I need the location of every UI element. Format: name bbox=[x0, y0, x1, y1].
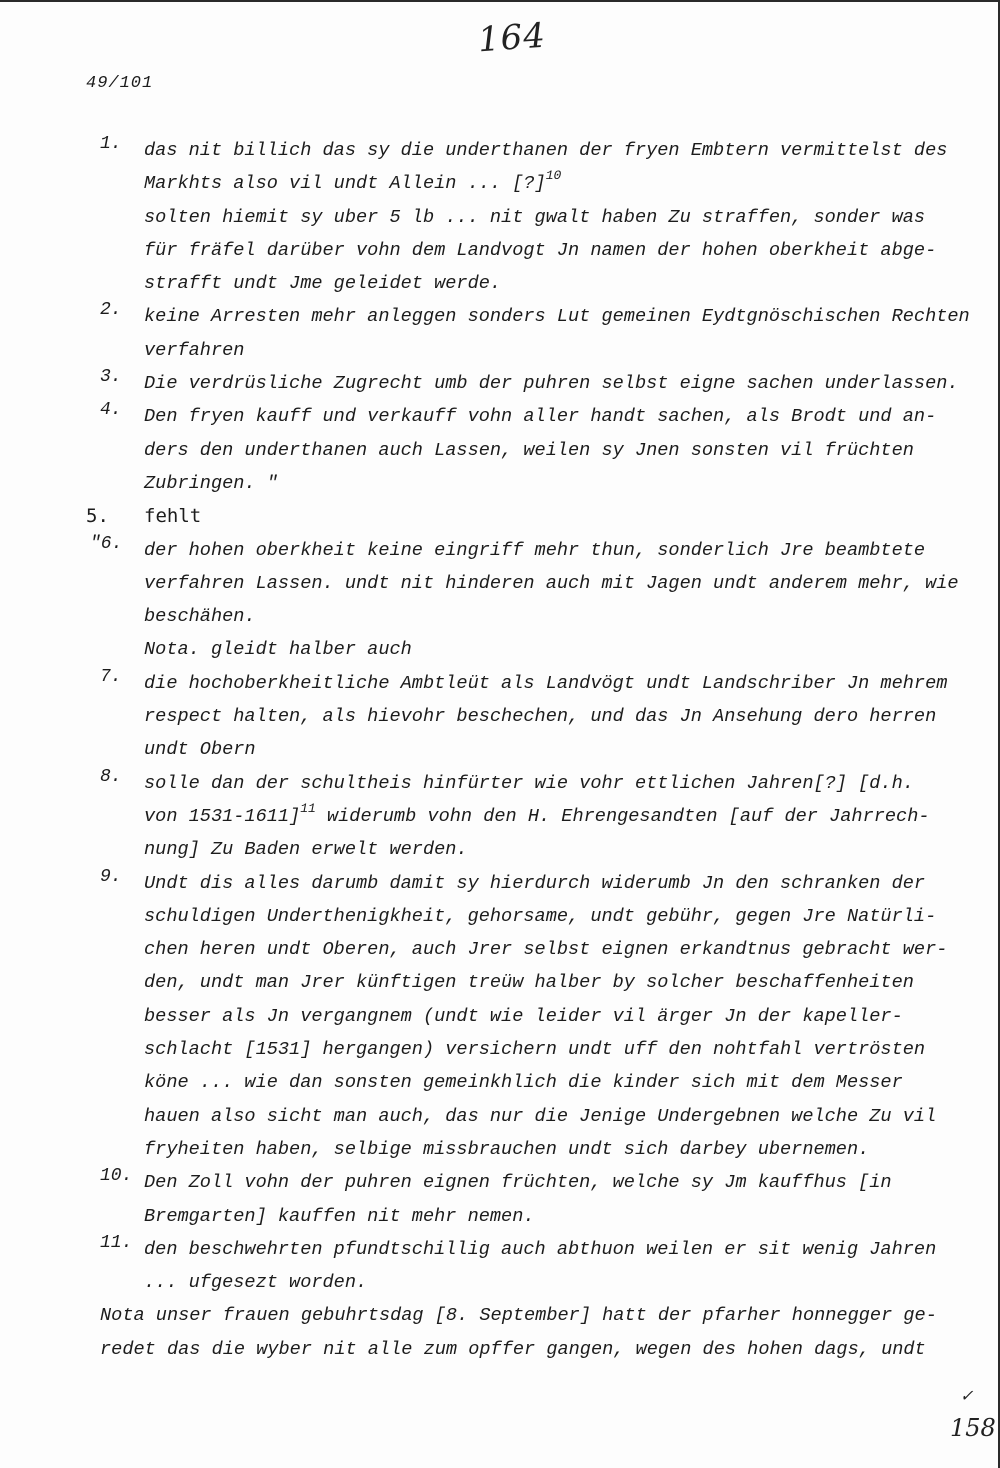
text-line: solle dan der schultheis hinfürter wie vohr ettlichen Jahren[?] [d.h. bbox=[144, 772, 914, 794]
text-line: undt Obern bbox=[144, 739, 256, 761]
text-line: hauen also sicht man auch, das nur die Jenige Undergebnen welche Zu vil bbox=[144, 1105, 937, 1127]
scan-edge-top bbox=[0, 0, 1000, 2]
item-number: 3. bbox=[100, 367, 122, 388]
text-line: ders den underthanen auch Lassen, weilen sy Jnen sonsten vil früchten bbox=[144, 439, 914, 461]
item-number: 2. bbox=[100, 300, 122, 321]
text-line: Zubringen. " bbox=[144, 472, 278, 494]
text-line: fehlt bbox=[144, 505, 202, 528]
list-item-3 bbox=[100, 367, 959, 400]
text-line: den, undt man Jrer künftigen treüw halber by solcher beschaffenheiten bbox=[144, 972, 914, 994]
text-line: strafft undt Jme geleidet werde. bbox=[144, 273, 502, 295]
list-item-8 bbox=[100, 767, 940, 867]
text-line: solten hiemit sy uber 5 lb ... nit gwalt haben Zu straffen, sonder was bbox=[144, 206, 926, 228]
text-line: für fräfel darüber vohn dem Landvogt Jn namen der hohen oberkheit abge- bbox=[144, 239, 937, 261]
text-line: redet das die wyber nit alle zum opffer gangen, wegen des hohen dags, undt bbox=[100, 1338, 926, 1360]
text-line: schuldigen Underthenigkheit, gehorsame, undt gebühr, gegen Jre Natürli- bbox=[144, 905, 937, 927]
text-line bbox=[144, 800, 940, 833]
list-item-4 bbox=[100, 400, 940, 500]
text-line: ... ufgesezt worden. bbox=[144, 1272, 368, 1294]
text-line: das nit billich das sy die underthanen der fryen Embtern vermittelst des bbox=[144, 140, 948, 161]
item-number: 9. bbox=[100, 866, 122, 887]
closing-paragraph bbox=[100, 1299, 940, 1366]
text-segment: widerumb vohn den H. Ehrengesandten [auf der Jahrrech- bbox=[315, 805, 930, 827]
handwritten-page-number: 164 bbox=[476, 15, 548, 61]
text-segment: Markhts also vil undt Allein ... [?] bbox=[144, 173, 546, 195]
handwritten-old-page-number: 158 bbox=[950, 1414, 996, 1442]
item-number: 4. bbox=[100, 400, 122, 421]
item-number: 10. bbox=[100, 1166, 133, 1187]
text-line: den beschwehrten pfundtschillig auch abthuon weilen er sit wenig Jahren bbox=[144, 1238, 937, 1260]
list-item-7 bbox=[100, 666, 948, 767]
list-item-11 bbox=[100, 1233, 940, 1300]
list-item-5 bbox=[86, 500, 940, 533]
item-number: "6. bbox=[90, 533, 123, 554]
text-line: verfahren Lassen. undt nit hinderen auch mit Jagen undt anderem mehr, wie bbox=[144, 572, 959, 594]
text-line: köne ... wie dan sonsten gemeinkhlich die kinder sich mit dem Messer bbox=[144, 1072, 903, 1094]
text-line: schlacht [1531] hergangen) versichern undt uff den nohtfahl vertrösten bbox=[144, 1039, 926, 1061]
text-line: Den fryen kauff und verkauff vohn aller handt sachen, als Brodt und an- bbox=[144, 406, 937, 428]
list-item-10 bbox=[100, 1166, 940, 1233]
text-line: Bremgarten] kauffen nit mehr nemen. bbox=[144, 1205, 535, 1227]
text-line: Undt dis alles darumb damit sy hierdurch widerumb Jn den schranken der bbox=[144, 872, 926, 894]
text-line: die hochoberkheitliche Ambtleüt als Landvögt undt Landschriber Jn mehrem bbox=[144, 672, 948, 694]
text-line: Die verdrüsliche Zugrecht umb der puhren selbst eigne sachen underlassen. bbox=[144, 373, 959, 395]
list-item-6 bbox=[90, 533, 959, 667]
list-item-1 bbox=[100, 134, 948, 300]
text-line: besser als Jn vergangnem (undt wie leider vil ärger Jn der kapeller- bbox=[144, 1005, 903, 1027]
footnote-ref: 11 bbox=[300, 800, 316, 816]
item-number: 11. bbox=[100, 1232, 133, 1253]
text-line: verfahren bbox=[144, 339, 245, 361]
footnote-ref: 10 bbox=[545, 168, 562, 184]
item-number: 5. bbox=[86, 505, 109, 528]
item-number: 8. bbox=[100, 766, 122, 787]
text-line bbox=[144, 167, 940, 200]
checkmark-icon: ✓ bbox=[960, 1388, 974, 1406]
text-line: beschähen. bbox=[144, 606, 256, 628]
document-body bbox=[86, 134, 970, 1366]
text-line: fryheiten haben, selbige missbrauchen undt sich darbey ubernemen. bbox=[144, 1138, 870, 1160]
text-line: Nota. gleidt halber auch bbox=[144, 639, 412, 661]
text-line: respect halten, als hievohr beschechen, und das Jn Ansehung dero herren bbox=[144, 706, 937, 728]
text-line: Den Zoll vohn der puhren eignen früchten, welche sy Jm kauffhus [in bbox=[144, 1172, 892, 1194]
text-line: nung] Zu Baden erwelt werden. bbox=[144, 839, 468, 861]
text-line: chen heren undt Oberen, auch Jrer selbst eignen erkandtnus gebracht wer- bbox=[144, 939, 948, 961]
text-segment: von 1531-1611] bbox=[144, 805, 301, 827]
item-number: 7. bbox=[100, 666, 122, 687]
list-item-9 bbox=[100, 866, 948, 1167]
item-number: 1. bbox=[100, 134, 122, 154]
archive-signature: 49/101 bbox=[86, 74, 154, 93]
text-line: der hohen oberkheit keine eingriff mehr thun, sonderlich Jre beambtete bbox=[144, 539, 926, 561]
text-line: Nota unser frauen gebuhrtsdag [8. September] hatt der pfarher honnegger ge- bbox=[100, 1305, 937, 1327]
text-line: keine Arresten mehr anleggen sonders Lut gemeinen Eydtgnöschischen Rechten bbox=[144, 306, 970, 328]
list-item-2 bbox=[100, 300, 970, 367]
